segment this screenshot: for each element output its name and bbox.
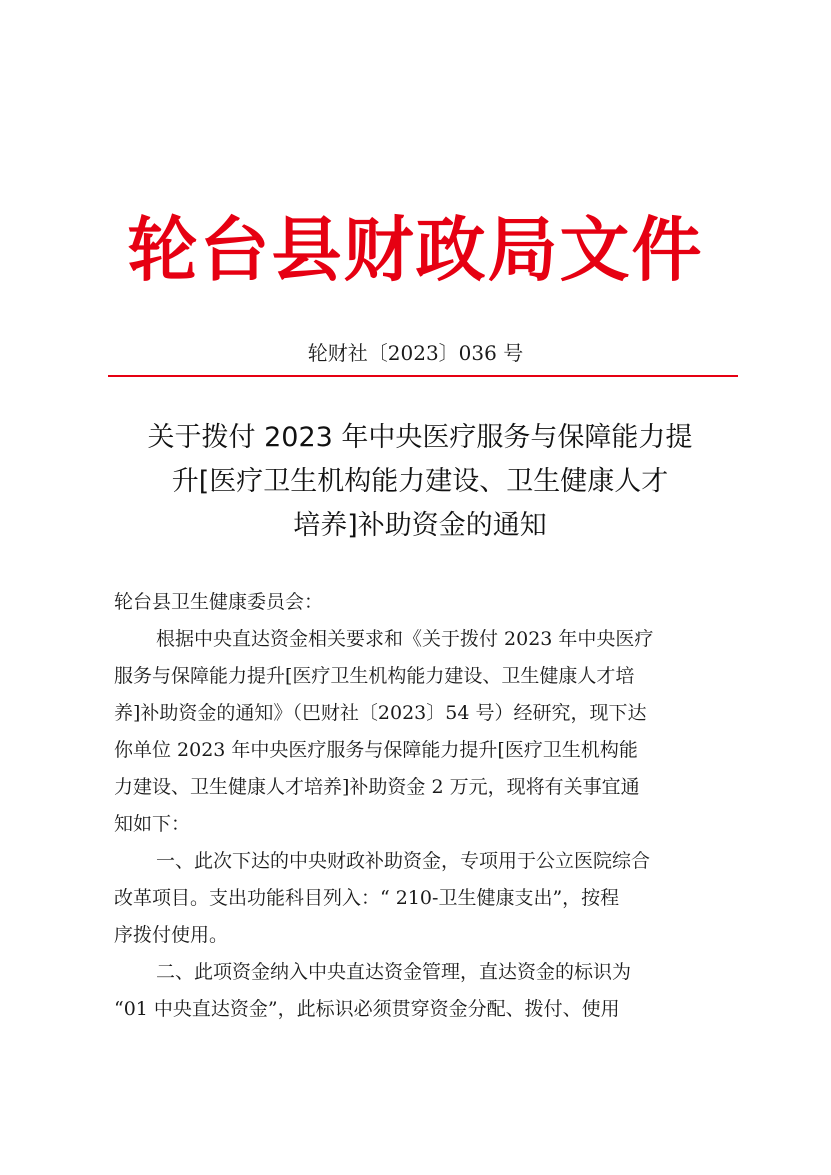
red-divider-line xyxy=(108,375,738,377)
body-line: 知如下： xyxy=(114,813,191,835)
document-masthead: 轮台县财政局文件 xyxy=(127,208,704,291)
body-line: 你单位 2023 年中央医疗服务与保障能力提升[医疗卫生机构能 xyxy=(114,739,638,761)
body-line: “01 中央直达资金”，此标识必须贯穿资金分配、拨付、使用 xyxy=(114,998,620,1020)
body-line: 一、此次下达的中央财政补助资金，专项用于公立医院综合 xyxy=(156,850,651,872)
body-line: 改革项目。支出功能科目列入：“ 210-卫生健康支出”，按程 xyxy=(114,887,620,909)
body-line: 二、此项资金纳入中央直达资金管理，直达资金的标识为 xyxy=(156,961,632,983)
body-line: 序拨付使用。 xyxy=(114,924,229,946)
salutation: 轮台县卫生健康委员会： xyxy=(114,591,324,613)
body-line: 服务与保障能力提升[医疗卫生机构能力建设、卫生健康人才培 xyxy=(114,665,635,687)
document-number: 轮财社〔2023〕036 号 xyxy=(307,341,524,365)
title-line: 培养]补助资金的通知 xyxy=(293,510,547,541)
document-title xyxy=(110,416,730,548)
body-line: 根据中央直达资金相关要求和《关于拨付 2023 年中央医疗 xyxy=(156,628,654,650)
document-body xyxy=(114,584,726,1028)
body-line: 力建设、卫生健康人才培养]补助资金 2 万元，现将有关事宜通 xyxy=(114,776,640,798)
title-line: 关于拨付 2023 年中央医疗服务与保障能力提 xyxy=(147,422,693,453)
body-line: 养]补助资金的通知》（巴财社〔2023〕54 号）经研究，现下达 xyxy=(114,702,647,724)
title-line: 升[医疗卫生机构能力建设、卫生健康人才 xyxy=(171,466,669,497)
